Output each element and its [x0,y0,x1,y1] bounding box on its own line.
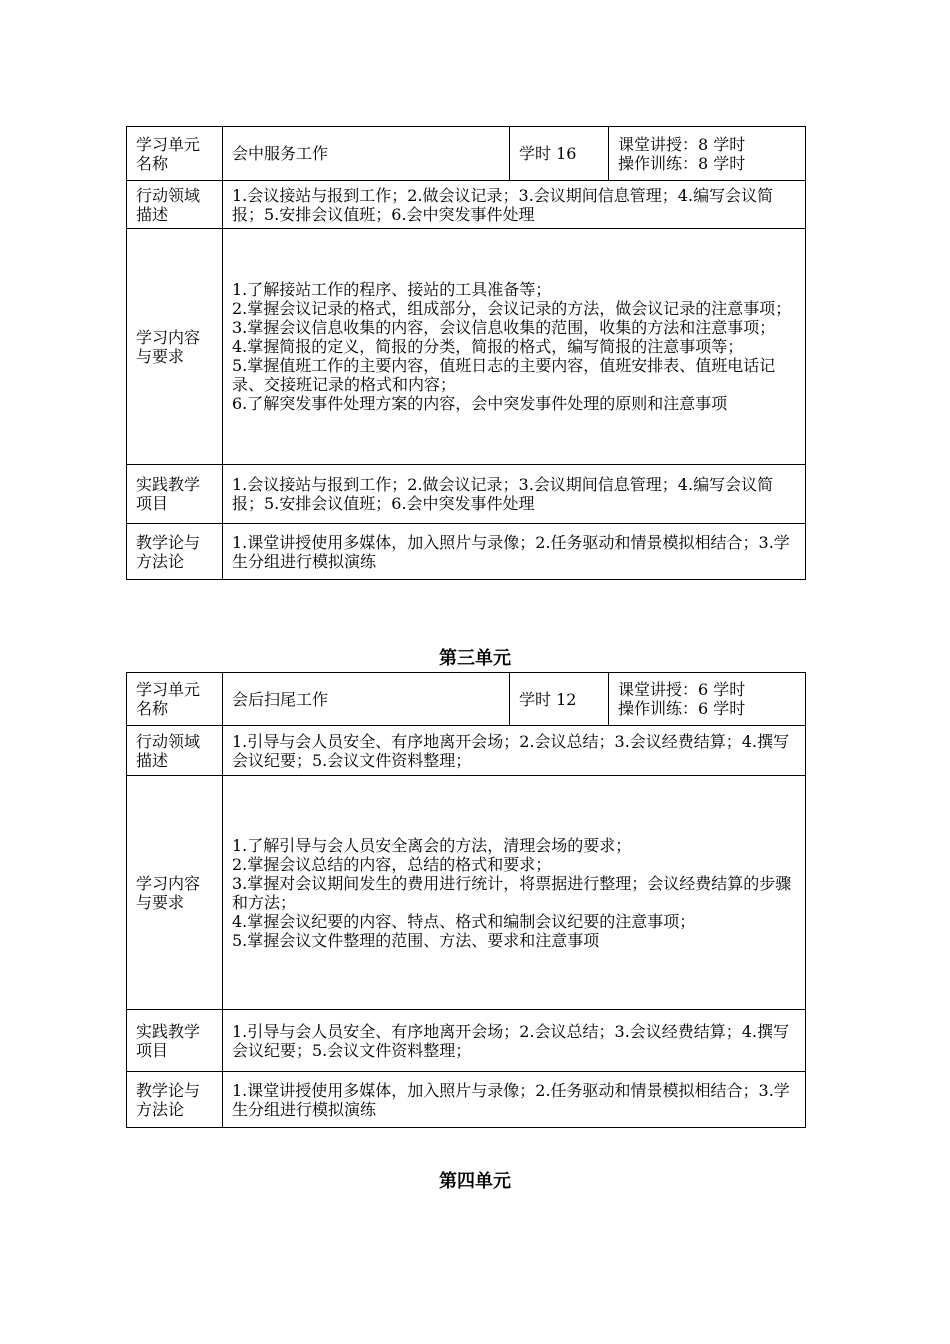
hours-split [609,673,806,726]
row-domain [127,726,806,776]
label-unit-name: 学习单元名称 [127,673,223,726]
label-method: 教学论与方法论 [127,1072,223,1128]
content-item: 4.掌握会议纪要的内容、特点、格式和编制会议纪要的注意事项； [232,911,696,931]
hours-split [609,127,806,181]
content-item: 3.掌握对会议期间发生的费用进行统计，将票据进行整理；会议经费结算的步骤和方法； [232,873,792,912]
section-heading-unit-4: 第四单元 [439,1171,511,1192]
content-item: 5.掌握会议文件整理的范围、方法、要求和注意事项 [232,930,600,950]
content-item: 4.掌握简报的定义，简报的分类，简报的格式，编写简报的注意事项等； [232,337,744,356]
row-unit-name [127,127,806,181]
content-value [223,229,806,465]
row-practice [127,1010,806,1072]
practice-value: 1.引导与会人员安全、有序地离开会场；2.会议总结；3.会议经费结算；4.撰写会议纪要；5.会议文件资料整理； [223,1010,806,1072]
content-item: 1.了解引导与会人员安全离会的方法，清理会场的要求； [232,835,632,855]
section-heading-unit-3: 第三单元 [439,648,511,669]
content-item: 1.了解接站工作的程序、接站的工具准备等； [232,280,552,299]
label-practice: 实践教学项目 [127,1010,223,1072]
row-content [127,229,806,465]
label-method: 教学论与方法论 [127,524,223,580]
content-item: 2.掌握会议记录的格式，组成部分，会议记录的方法，做会议记录的注意事项； [232,299,792,318]
label-unit-name: 学习单元名称 [127,127,223,181]
content-item: 5.掌握值班工作的主要内容，值班日志的主要内容，值班安排表、值班电话记录、交接班记录的格式和内容； [232,356,776,394]
row-unit-name [127,673,806,726]
label-content: 学习内容与要求 [127,229,223,465]
label-domain: 行动领域描述 [127,726,223,776]
method-value: 1.课堂讲授使用多媒体，加入照片与录像；2.任务驱动和情景模拟相结合；3.学生分组进行模拟演练 [223,524,806,580]
method-value: 1.课堂讲授使用多媒体，加入照片与录像；2.任务驱动和情景模拟相结合；3.学生分组进行模拟演练 [223,1072,806,1128]
content-item: 2.掌握会议总结的内容，总结的格式和要求； [232,854,552,874]
row-domain [127,181,806,229]
unit-hours: 学时 16 [510,127,609,181]
row-content [127,776,806,1010]
unit-name-value: 会中服务工作 [223,127,510,181]
label-domain: 行动领域描述 [127,181,223,229]
lecture-hours: 课堂讲授：6 学时 [618,680,746,699]
practice-value: 1.会议接站与报到工作；2.做会议记录；3.会议期间信息管理；4.编写会议简报；5.安排会议值班；6.会中突发事件处理 [223,465,806,524]
unit-name-value: 会后扫尾工作 [223,673,510,726]
content-value [223,776,806,1010]
row-method [127,524,806,580]
unit-table-2 [126,126,806,580]
domain-value: 1.会议接站与报到工作；2.做会议记录；3.会议期间信息管理；4.编写会议简报；5.安排会议值班；6.会中突发事件处理 [223,181,806,229]
unit-table-3 [126,672,806,1128]
label-content: 学习内容与要求 [127,776,223,1010]
content-item: 6.了解突发事件处理方案的内容，会中突发事件处理的原则和注意事项 [232,394,728,413]
content-item: 3.掌握会议信息收集的内容，会议信息收集的范围，收集的方法和注意事项； [232,318,776,337]
practice-hours: 操作训练：8 学时 [618,153,746,173]
row-method [127,1072,806,1128]
row-practice [127,465,806,524]
label-practice: 实践教学项目 [127,465,223,524]
unit-hours: 学时 12 [510,673,609,726]
practice-hours: 操作训练：6 学时 [618,699,746,718]
lecture-hours: 课堂讲授：8 学时 [618,134,746,154]
domain-value: 1.引导与会人员安全、有序地离开会场；2.会议总结；3.会议经费结算；4.撰写会议纪要；5.会议文件资料整理； [223,726,806,776]
